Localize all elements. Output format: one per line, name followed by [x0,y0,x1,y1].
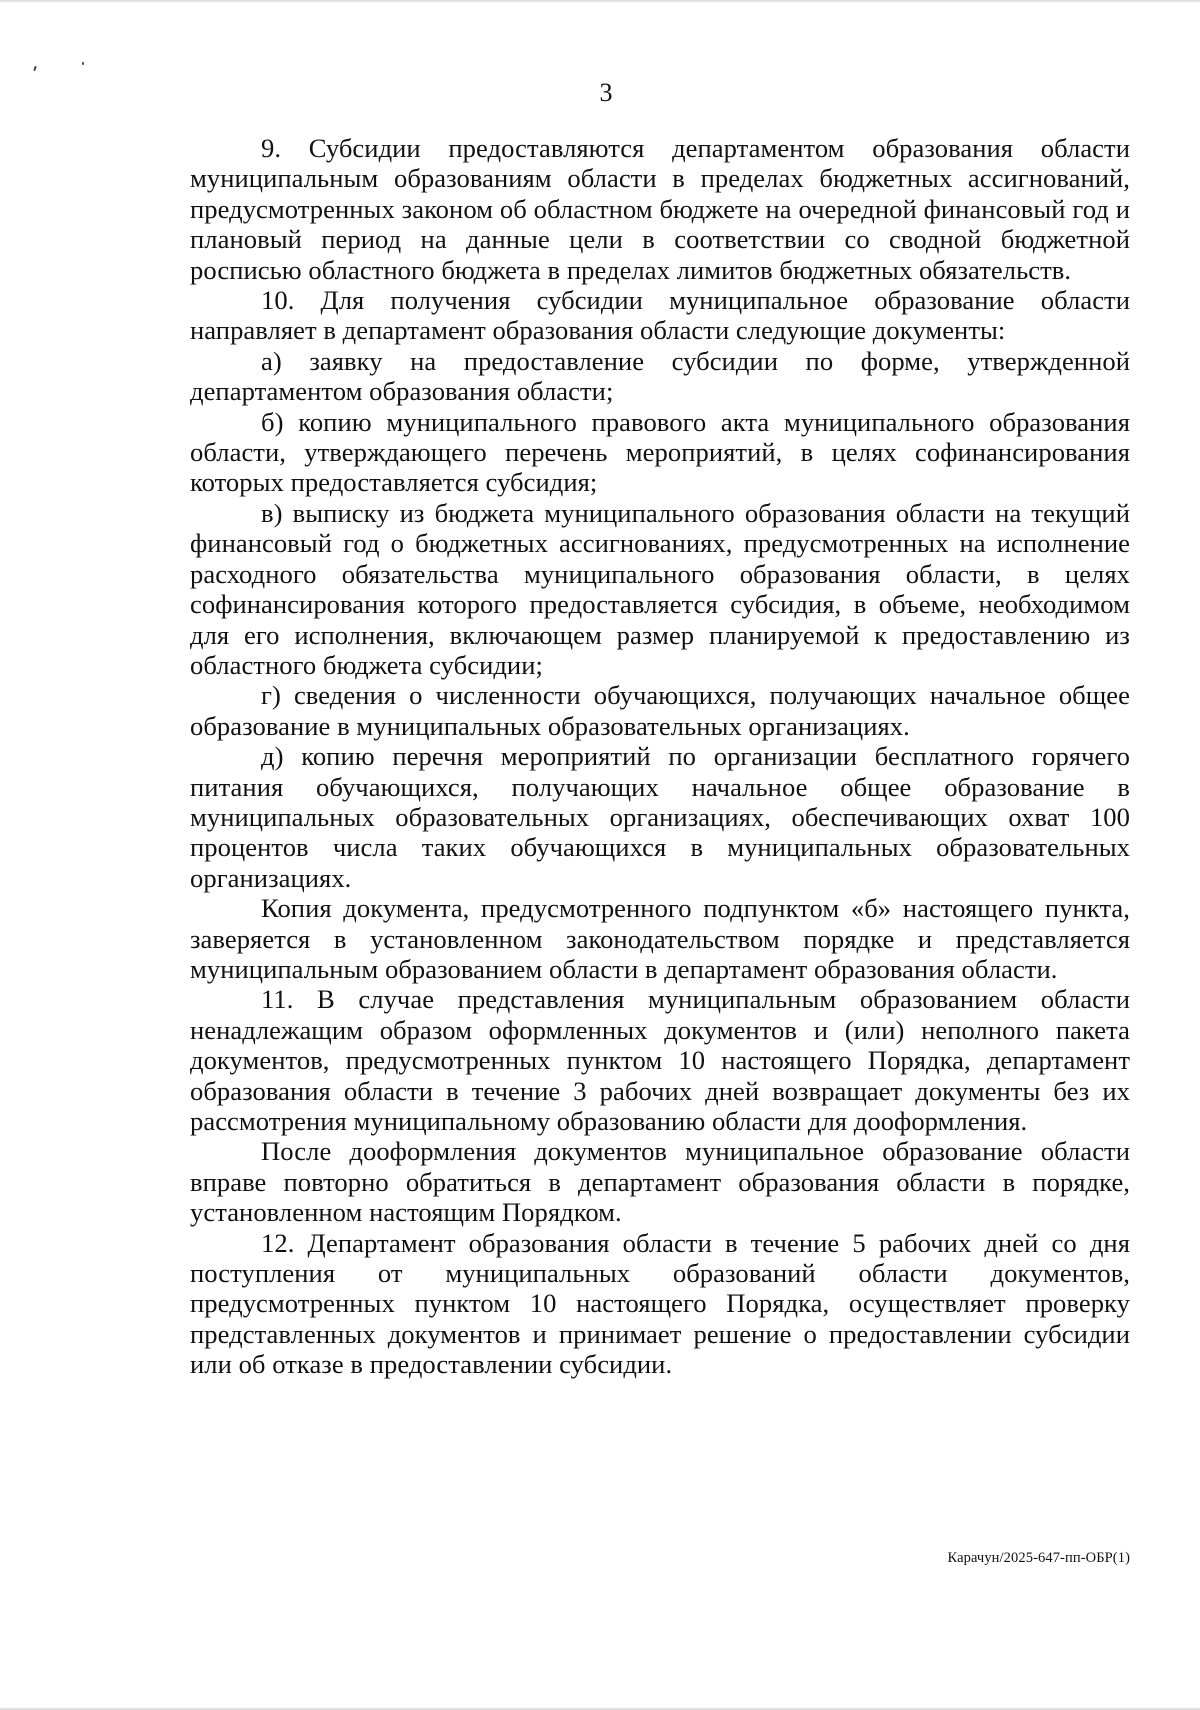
list-item-b: б) копию муниципального правового акта муниципального образования области, утверждающего перечень мероприятий, в целях софинансирования которых предоставляется субсидия; [190,406,1130,498]
footer-document-code: Карачун/2025-647-пп-ОБР(1) [947,1550,1130,1566]
paragraph-after-correction: После дооформления документов муниципальное образование области вправе повторно обратиться в департамент образования области в порядке, установленном настоящим Порядком. [190,1136,1130,1228]
paragraph-10: 10. Для получения субсидии муниципальное образование области направляет в департамент образования области следующие документы: [190,285,1130,346]
scan-speck [82,62,84,65]
paragraph-copy-note: Копия документа, предусмотренного подпунктом «б» настоящего пункта, заверяется в установленном законодательством порядке и представляется муниципальным образованием области в департамент образования области. [190,893,1130,984]
paragraph-9: 9. Субсидии предоставляются департаментом образования области муниципальным образованиям области в пределах бюджетных ассигнований, предусмотренных законом об областном бюджете на очередной финансовый год и плановый период на данные цели в соответствии со сводной бюджетной росписью областного бюджета в пределах лимитов бюджетных обязательств. [190,133,1130,285]
document-body [190,133,1130,1380]
list-item-v: в) выписку из бюджета муниципального образования области на текущий финансовый год о бюджетных ассигнованиях, предусмотренных на исполнение расходного обязательства муниципального образования области, в целях софинансирования которого предоставляется субсидия, в объеме, необходимом для его исполнения, включающем размер планируемой к предоставлению из областного бюджета субсидии; [190,497,1130,680]
list-item-d: д) копию перечня мероприятий по организации бесплатного горячего питания обучающихся, получающих начальное общее образование в муниципальных образовательных организациях, обеспечивающих охват 100 процентов числа таких обучающихся в муниципальных образовательных организациях. [190,741,1130,893]
page-number: 3 [599,78,613,107]
scan-edge-top [0,0,1200,3]
paragraph-12: 12. Департамент образования области в течение 5 рабочих дней со дня поступления от муниципальных образований области документов, предусмотренных пунктом 10 настоящего Порядка, осуществляет проверку представленных документов и принимает решение о предоставлении субсидии или об отказе в предоставлении субсидии. [190,1227,1130,1380]
paragraph-11: 11. В случае представления муниципальным образованием области ненадлежащим образом оформленных документов и (или) неполного пакета документов, предусмотренных пунктом 10 настоящего Порядка, департамент образования области в течение 3 рабочих дней возвращает документы без их рассмотрения муниципальному образованию области для дооформления. [190,984,1130,1136]
list-item-g: г) сведения о численности обучающихся, получающих начальное общее образование в муниципальных образовательных организациях. [190,680,1130,741]
list-item-a: а) заявку на предоставление субсидии по форме, утвержденной департаментом образования области; [190,345,1130,407]
scan-speck [33,66,37,71]
